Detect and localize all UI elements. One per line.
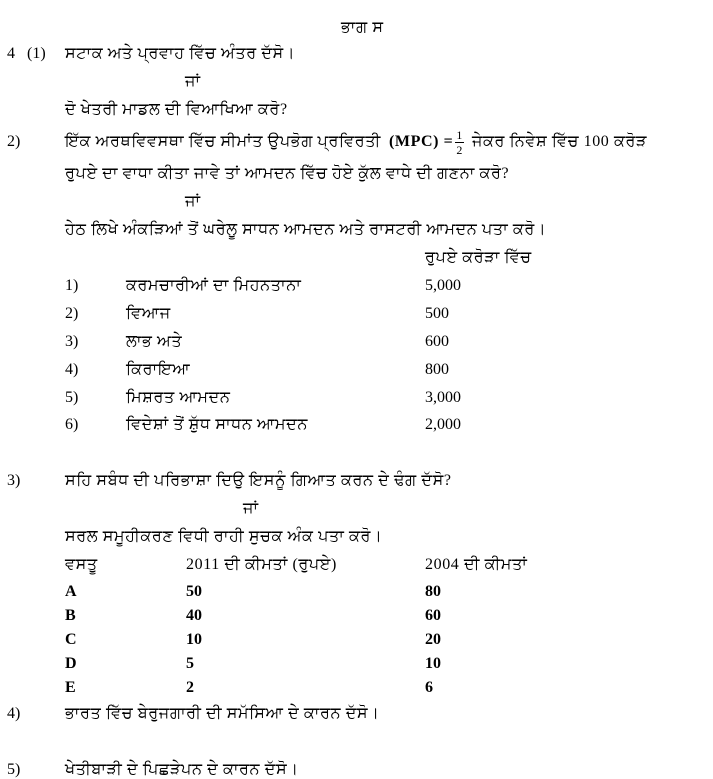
item-label: ਮਿਸ਼ਰਤ ਆਮਦਨ xyxy=(126,389,231,406)
table-cell-item: A xyxy=(65,583,77,600)
item-value: 2,000 xyxy=(425,416,461,433)
unit-header: ਰੁਪਏ ਕਰੋੜਾ ਵਿੱਚ xyxy=(425,249,532,266)
table-cell-2004: 20 xyxy=(425,631,441,648)
table-cell-2004: 10 xyxy=(425,655,441,672)
item-number: 1) xyxy=(65,277,79,294)
item-number: 4) xyxy=(65,361,79,378)
item-value: 500 xyxy=(425,305,449,322)
q4-sub-number: (1) xyxy=(27,45,46,62)
table-cell-2004: 6 xyxy=(425,679,433,696)
table-cell-2011: 2 xyxy=(186,679,194,696)
q3-or: ਜਾਂ xyxy=(243,500,259,517)
item-label: ਕਰਮਚਾਰੀਆਂ ਦਾ ਮਿਹਨਤਾਨਾ xyxy=(126,277,302,294)
q2-number: 2) xyxy=(7,133,21,150)
item-label: ਵਿਆਜ xyxy=(126,305,171,322)
table-cell-2011: 10 xyxy=(186,631,202,648)
q2-line1 xyxy=(65,128,647,156)
q2-line1-tail: ਜੇਕਰ ਨਿਵੇਸ਼ ਵਿੱਚ 100 ਕਰੋੜ xyxy=(471,133,648,150)
q3-line2: ਸਰਲ ਸਮੂਹੀਕਰਣ ਵਿਧੀ ਰਾਹੀ ਸੁਚਕ ਅੰਕ ਪਤਾ ਕਰੋ। xyxy=(65,528,383,545)
q3-line1: ਸਹਿ ਸਬੰਧ ਦੀ ਪਰਿਭਾਸ਼ਾ ਦਿਉ ਇਸਨੂੰ ਗਿਆਤ ਕਰਨ ਦੇ ਢੰਗ ਦੱਸੋ? xyxy=(65,472,452,489)
mpc-label: (MPC) = xyxy=(388,133,454,150)
table-cell-item: B xyxy=(65,607,76,624)
q5-number: 5) xyxy=(7,761,21,778)
q2-or: ਜਾਂ xyxy=(185,193,201,210)
table-header-2011: 2011 ਦੀ ਕੀਮਤਾਂ (ਰੁਪਏ) xyxy=(186,556,337,573)
item-value: 5,000 xyxy=(425,277,461,294)
q4-or: ਜਾਂ xyxy=(185,73,201,90)
q4-line1: ਸਟਾਕ ਅਤੇ ਪ੍ਰਵਾਹ ਵਿੱਚ ਅੰਤਰ ਦੱਸੋ। xyxy=(65,45,296,62)
q2-line3: ਹੇਠ ਲਿਖੇ ਅੰਕੜਿਆਂ ਤੋਂ ਘਰੇਲੂ ਸਾਧਨ ਆਮਦਨ ਅਤੇ ਰਾਸਟਰੀ ਆਮਦਨ ਪਤਾ ਕਰੋ। xyxy=(65,221,547,238)
table-cell-item: C xyxy=(65,631,77,648)
q4b-number: 4) xyxy=(7,705,21,722)
table-cell-2004: 80 xyxy=(425,583,441,600)
item-label: ਲਾਭ ਅਤੇ xyxy=(126,333,183,350)
table-cell-item: D xyxy=(65,655,77,672)
table-cell-2011: 5 xyxy=(186,655,194,672)
q2-line2: ਰੁਪਏ ਦਾ ਵਾਧਾ ਕੀਤਾ ਜਾਵੇ ਤਾਂ ਆਮਦਨ ਵਿੱਚ ਹੋਏ ਕੁੱਲ ਵਾਧੇ ਦੀ ਗਣਨਾ ਕਰੋ? xyxy=(65,165,510,182)
q5-text: ਖੇਤੀਬਾੜੀ ਦੇ ਪਿਛੜੇਪਨ ਦੇ ਕਾਰਨ ਦੱਸੋ। xyxy=(65,761,299,778)
item-label: ਵਿਦੇਸ਼ਾਂ ਤੋਂ ਸ਼ੁੱਧ ਸਾਧਨ ਆਮਦਨ xyxy=(126,416,308,433)
item-label: ਕਿਰਾਇਆ xyxy=(126,361,191,378)
q3-number: 3) xyxy=(7,472,21,489)
table-header-item: ਵਸਤੂ xyxy=(65,556,98,573)
mpc-denominator: 2 xyxy=(456,142,463,157)
item-value: 800 xyxy=(425,361,449,378)
table-header-2004: 2004 ਦੀ ਕੀਮਤਾਂ xyxy=(425,556,528,573)
table-cell-2011: 40 xyxy=(186,607,202,624)
section-title: ਭਾਗ ਸ xyxy=(341,19,384,36)
item-value: 3,000 xyxy=(425,389,461,406)
table-cell-2004: 60 xyxy=(425,607,441,624)
mpc-fraction xyxy=(455,129,464,156)
item-value: 600 xyxy=(425,333,449,350)
table-cell-2011: 50 xyxy=(186,583,202,600)
q4-number: 4 xyxy=(7,45,15,62)
item-number: 6) xyxy=(65,416,79,433)
q4b-text: ਭਾਰਤ ਵਿੱਚ ਬੇਰੁਜਗਾਰੀ ਦੀ ਸਮੱਸਿਆ ਦੇ ਕਾਰਨ ਦੱਸੋ। xyxy=(65,705,380,722)
item-number: 3) xyxy=(65,333,79,350)
mpc-numerator: 1 xyxy=(456,127,463,142)
q4-line2: ਦੋ ਖੇਤਰੀ ਮਾਡਲ ਦੀ ਵਿਆਖਿਆ ਕਰੋ? xyxy=(65,101,288,118)
item-number: 2) xyxy=(65,305,79,322)
item-number: 5) xyxy=(65,389,79,406)
table-cell-item: E xyxy=(65,679,76,696)
q2-line1-text: ਇੱਕ ਅਰਥਵਿਵਸਥਾ ਵਿੱਚ ਸੀਮਾਂਤ ਉਪਭੋਗ ਪ੍ਰਵਿਰਤੀ xyxy=(65,133,381,150)
